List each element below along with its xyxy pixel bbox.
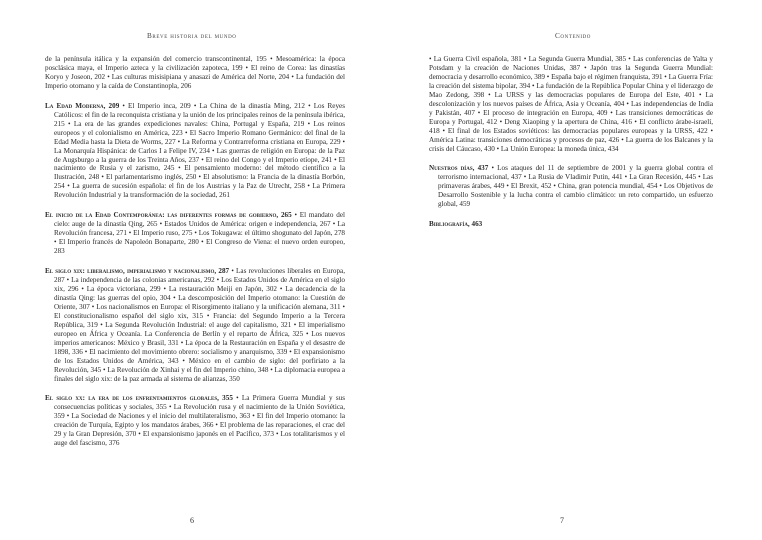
toc-entry	[45, 394, 345, 448]
toc-entry	[45, 55, 345, 91]
right-page	[381, 0, 762, 540]
toc-content	[429, 55, 713, 240]
toc-entry-lead: El siglo xx: la era de los enfrentamientos globales, 355	[45, 394, 233, 403]
toc-entry-lead: Nuestros días, 437	[429, 164, 489, 173]
toc-entry-lead: La Edad Moderna, 209	[45, 101, 120, 110]
page-number: 7	[560, 516, 564, 525]
toc-entry-body: • La Primera Guerra Mundial y sus consecuencias políticas y sociales, 355 • La Revolución rusa y el nacimiento de la Unión Soviética, 359 • La Sociedad de Naciones y el inicio del multilateralismo, 363 • El fin del Imperio otomano: la creación de Turquía, Egipto y los mandatos árabes, 366 • El problema de las reparaciones, el crac del 29 y la Gran Depresión, 370 • El expansionismo japonés en el Pacífico, 373 • Los totalitarismos y el auge del fascismo, 376	[54, 394, 345, 448]
toc-entry-body: • El Imperio inca, 209 • La China de la dinastía Ming, 212 • Los Reyes Católicos: el fin de la reconquista cristiana y la unión de los principales reinos de la península ibérica, 215 • La era de las grandes expediciones navales: China, Portugal y España, 219 • Los reinos europeos y el colonialismo en América, 223 • El Sacro Imperio Romano Germánico: del final de la Edad Media hasta la Dieta de Worms, 227 • La Reforma y Contrarreforma cristiana en Europa, 229 • La Monarquía Hispánica: de Carlos I a Felipe IV, 234 • Las guerras de religión en Europa: de la Paz de Augsburgo a la guerra de los Treinta Años, 237 • El reino del Congo y el Imperio etíope, 241 • El nacimiento de Rusia y el zarismo, 245 • El pensamiento moderno: del método científico a la Ilustración, 248 • El parlamentarismo inglés, 250 • El absolutismo: la Francia de la dinastía Borbón, 254 • La guerra de sucesión española: el fin de los Austrias y la Paz de Utrecht, 258 • La Primera Revolución Industrial y la transformación de la sociedad, 261	[54, 101, 345, 200]
toc-entry-body: • La Guerra Civil española, 381 • La Segunda Guerra Mundial, 385 • Las conferencias de Yalta y Potsdam y la creación de Naciones Unidas, 387 • Japón tras la Segunda Guerra Mundial: democracia y desarrollo económico, 389 • España bajo el régimen franquista, 391 • La Guerra Fría: la creación del sistema bipolar, 394 • La fundación de la República Popular China y el liderazgo de Mao Zedong, 398 • La URSS y las democracias populares de Europa del Este, 401 • La descolonización y los nuevos países de África, Asia y Oceanía, 404 • Las independencias de India y Pakistán, 407 • El proceso de integración en Europa, 409 • Las transiciones democráticas de Europa y Portugal, 412 • Deng Xiaoping y la apertura de China, 416 • El conflicto árabe-israelí, 418 • El final de los Estados soviéticos: las democracias populares europeas y la URSS, 422 • América Latina: transiciones democráticas y procesos de paz, 426 • La guerra de los Balcanes y la crisis del Cáucaso, 430 • La Unión Europea: la moneda única, 434	[429, 55, 713, 153]
toc-entry-body: • El mandato del cielo: auge de la dinastía Qing, 265 • Estados Unidos de América: origen e independencia, 267 • La Revolución francesa, 271 • El Imperio ruso, 275 • Los Tokugawa: el último shogunato del Japón, 278 • El Imperio francés de Napoleón Bonaparte, 280 • El Congreso de Viena: el nuevo orden europeo, 283	[54, 211, 345, 256]
toc-content	[45, 55, 345, 459]
toc-entry	[429, 220, 713, 229]
toc-entry	[429, 55, 713, 153]
toc-entry-body: • Las revoluciones liberales en Europa, 287 • La independencia de las colonias americanas, 292 • Los Estados Unidos de América en el siglo xix, 296 • La época victoriana, 299 • La restauración Meiji en Japón, 302 • La decadencia de la dinastía Qing: las guerras del opio, 304 • La descomposición del Imperio otomano: la Cuestión de Oriente, 307 • Los nacionalismos en Europa: el Risorgimento italiano y la unificación alemana, 311 • El constitucionalismo español del siglo xix, 315 • Francia: del Segundo Imperio a la Tercera República, 319 • La Segunda Revolución Industrial: el auge del capitalismo, 321 • El imperialismo europeo en África y Oceanía. La Conferencia de Berlín y el reparto de África, 325 • Los nuevos imperios americanos: México y Brasil, 331 • La época de la Restauración en España y el desastre de 1898, 336 • El nacimiento del movimiento obrero: socialismo y anarquismo, 339 • El expansionismo de los Estados Unidos de América, 343 • México en el cambio de siglo: del porfiriato a la Revolución, 345 • La Revolución de Xinhai y el fin del Imperio chino, 348 • La diplomacia europea a finales del siglo xix: de la paz armada al sistema de alianzas, 350	[54, 267, 345, 383]
running-head: Breve historia del mundo	[147, 32, 237, 40]
running-head: Contenido	[555, 32, 592, 40]
toc-entry-lead: Bibliografía, 463	[429, 220, 483, 229]
toc-entry	[45, 267, 345, 383]
toc-entry	[45, 211, 345, 256]
toc-entry	[45, 102, 345, 200]
page-number: 6	[190, 516, 194, 525]
toc-entry	[429, 164, 713, 209]
toc-entry-body: de la península itálica y la expansión del comercio transcontinental, 195 • Mesoamérica: la época posclásica maya, el Imperio azteca y la civilización zapoteca, 199 • El reino de Corea: las dinastías Koryo y Joseon, 202 • Las culturas misisipiana y anasazi de América del Norte, 204 • La fundación del Imperio otomano y la caída de Constantinopla, 206	[45, 55, 345, 90]
toc-entry-body: • Los ataques del 11 de septiembre de 2001 y la guerra global contra el terrorismo internacional, 437 • La Rusia de Vladimir Putin, 441 • La Gran Recesión, 445 • Las primaveras árabes, 449 • El Brexit, 452 • China, gran potencia mundial, 454 • Los Objetivos de Desarrollo Sostenible y la lucha contra el cambio climático: un reto compartido, un esfuerzo global, 459	[438, 164, 714, 209]
toc-entry-lead: El siglo xix: liberalismo, imperialismo y nacionalismo, 287	[45, 267, 230, 276]
toc-entry-lead: El inicio de la Edad Contemporánea: las diferentes formas de gobierno, 265	[45, 211, 292, 220]
